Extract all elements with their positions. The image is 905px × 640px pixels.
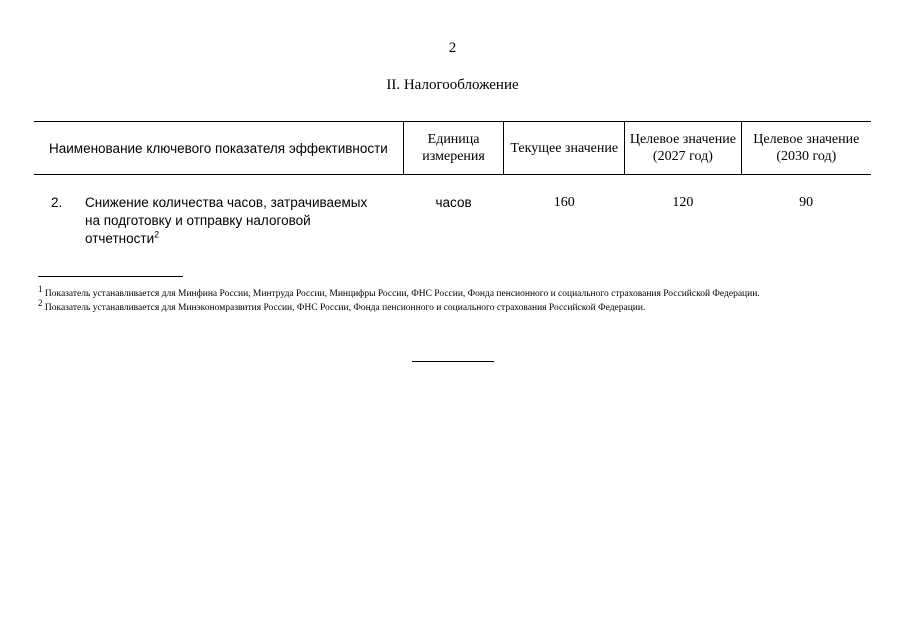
cell-unit: часов [435, 195, 472, 210]
footnote-text: Показатель устанавливается для Минфина России, Минтруда России, Минцифры России, ФНС России, Фонда пенсионного и социального страхования Российской Федерации. [42, 289, 760, 299]
footnote-ref: 2 [154, 229, 160, 240]
row-text-wrap [85, 194, 381, 248]
header-unit: Единица измерения [403, 122, 503, 175]
footnote-separator [38, 276, 183, 277]
header-target-2027: Целевое значение (2027 год) [625, 122, 742, 175]
footnote-mark: 2 [38, 297, 43, 308]
row-number: 2. [51, 195, 63, 210]
section-title: II. Налогообложение [386, 77, 519, 93]
header-target-2030: Целевое значение (2030 год) [741, 122, 871, 175]
table-header-row [34, 122, 871, 175]
cell-indicator-name [34, 175, 403, 250]
footnotes [38, 283, 878, 315]
page-number: 2 [448, 40, 457, 56]
indicator-name: Снижение количества часов, затрачиваемых на подготовку и отправку налоговой отчетности [85, 195, 368, 246]
footnote-2 [38, 297, 878, 315]
footnote-1 [38, 283, 878, 301]
cell-current-value: 160 [553, 195, 575, 210]
end-of-page-rule [412, 361, 494, 362]
header-name: Наименование ключевого показателя эффективности [34, 122, 403, 175]
cell-target-2030: 90 [799, 195, 814, 210]
kpi-table [34, 121, 871, 249]
header-current: Текущее значение [504, 122, 625, 175]
footnote-mark: 1 [38, 283, 43, 294]
table-row [34, 175, 871, 250]
footnote-text: Показатель устанавливается для Минэкономразвития России, ФНС России, Фонда пенсионного и социального страхования Российской Федерации. [42, 303, 646, 313]
cell-target-2027: 120 [672, 195, 694, 210]
